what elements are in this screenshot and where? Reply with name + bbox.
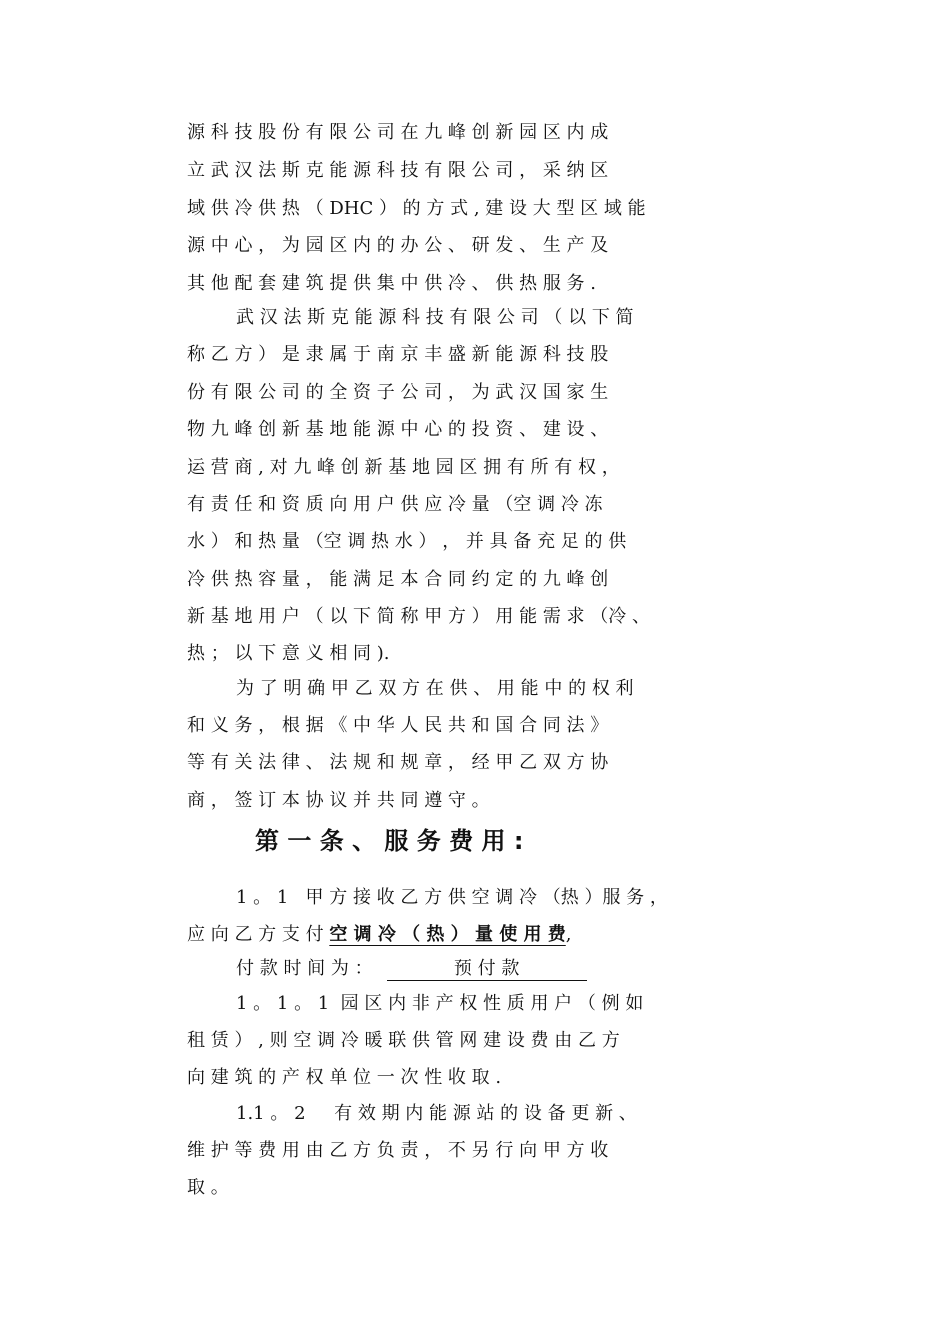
paragraph-3-line-3: 等 有 关 法 律 、 法 规 和 规 章 ， 经 甲 乙 双 方 协 (187, 752, 609, 773)
payment-time-value: 预 付 款 (387, 958, 587, 981)
paragraph-2-line-7: 水 ） 和 热 量 （空 调 热 水 ） ， 并 具 备 充 足 的 供 (187, 531, 627, 552)
clause-1-1-1-line-1: 1 。 1 。 1 园 区 内 非 产 权 性 质 用 户 （ 例 如 (236, 993, 644, 1014)
clause-1-1-line-2 (187, 923, 571, 947)
usage-fee-term: 空 调 冷 （ 热 ） 量 使 用 费 (329, 924, 566, 945)
paragraph-2-line-1: 武 汉 法 斯 克 能 源 科 技 有 限 公 司 （ 以 下 简 (236, 307, 634, 328)
clause-1-1-1-line-2: 租 赁 ） , 则 空 调 冷 暖 联 供 管 网 建 设 费 由 乙 方 (187, 1030, 620, 1051)
payment-time-line (236, 957, 587, 981)
paragraph-2-line-2: 称 乙 方 ） 是 隶 属 于 南 京 丰 盛 新 能 源 科 技 股 (187, 344, 609, 365)
clause-1-1-suffix: , (565, 924, 572, 945)
paragraph-3-line-1: 为 了 明 确 甲 乙 双 方 在 供 、 用 能 中 的 权 利 (236, 678, 634, 699)
clause-1-1-prefix: 应 向 乙 方 支 付 (187, 924, 324, 945)
paragraph-2-line-8: 冷 供 热 容 量 ， 能 满 足 本 合 同 约 定 的 九 峰 创 (187, 569, 609, 590)
section-heading: 第 一 条 、 服 务 费 用 : (255, 827, 524, 855)
clause-1-1-line-1: 1 。 1 甲 方 接 收 乙 方 供 空 调 冷 （热 ）服 务 ， (236, 887, 668, 908)
paragraph-2-line-5: 运 营 商 , 对 九 峰 创 新 基 地 园 区 拥 有 所 有 权 ， (187, 457, 620, 478)
clause-1-1-2-line-2: 维 护 等 费 用 由 乙 方 负 责 ， 不 另 行 向 甲 方 收 (187, 1140, 609, 1161)
paragraph-3-line-4: 商 ， 签 订 本 协 议 并 共 同 遵 守 。 (187, 790, 490, 811)
paragraph-1-line-5: 其 他 配 套 建 筑 提 供 集 中 供 冷 、 供 热 服 务 . (187, 273, 596, 294)
clause-1-1-2-line-3: 取 。 (187, 1177, 229, 1198)
paragraph-1-line-1: 源 科 技 股 份 有 限 公 司 在 九 峰 创 新 园 区 内 成 (187, 122, 609, 143)
paragraph-2-line-10: 热 ； 以 下 意 义 相 同 ). (187, 643, 390, 664)
paragraph-2-line-9: 新 基 地 用 户 （ 以 下 简 称 甲 方 ） 用 能 需 求 （冷 、 (187, 606, 650, 627)
clause-1-1-2-line-1: 1.1 。 2 有 效 期 内 能 源 站 的 设 备 更 新 、 (236, 1103, 637, 1124)
paragraph-3-line-2: 和 义 务 ， 根 据 《 中 华 人 民 共 和 国 合 同 法 》 (187, 715, 609, 736)
paragraph-1-line-4: 源 中 心 ， 为 园 区 内 的 办 公 、 研 发 、 生 产 及 (187, 235, 609, 256)
paragraph-2-line-4: 物 九 峰 创 新 基 地 能 源 中 心 的 投 资 、 建 设 、 (187, 419, 609, 440)
paragraph-1-line-3: 域 供 冷 供 热 （ DHC ） 的 方 式 , 建 设 大 型 区 域 能 (187, 198, 646, 219)
paragraph-1-line-2: 立 武 汉 法 斯 克 能 源 科 技 有 限 公 司 ， 采 纳 区 (187, 160, 609, 181)
clause-1-1-1-line-3: 向 建 筑 的 产 权 单 位 一 次 性 收 取 . (187, 1067, 502, 1088)
payment-time-label: 付 款 时 间 为 ： (236, 958, 373, 979)
paragraph-2-line-3: 份 有 限 公 司 的 全 资 子 公 司 ， 为 武 汉 国 家 生 (187, 382, 609, 403)
paragraph-2-line-6: 有 责 任 和 资 质 向 用 户 供 应 冷 量 （空 调 冷 冻 (187, 494, 603, 515)
